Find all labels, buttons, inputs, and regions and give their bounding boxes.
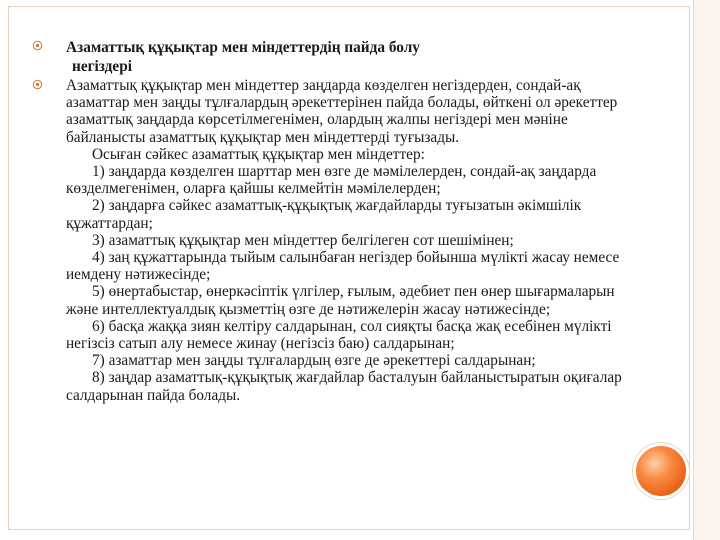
list-item: 7) азаматтар мен заңды тұлғалардың өзге де әрекеттері салдарынан; — [92, 352, 536, 370]
list-item: 5) өнертабыстар, өнеркәсіптік үлгілер, ғылым, әдебиет пен өнер шығармаларын және интеллектуалдық қызметтің өзге де нәтижелерін жасау нәтижесінде; — [66, 283, 615, 318]
slide-body — [66, 77, 628, 404]
list-item: 4) заң құжаттарында тыйым салынбаған негіздер бойынша мүлікті жасау немесе иемдену нәтижесінде; — [66, 249, 620, 284]
right-decor-band — [694, 0, 720, 540]
list-item: 6) басқа жаққа зиян келтіру салдарынан, сол сияқты басқа жақ есебінен мүлікті негізсіз сатып алу немесе жинау (негізсіз баю) салдарынан; — [66, 317, 612, 353]
slide-heading — [66, 38, 628, 76]
bullet-icon — [32, 79, 43, 90]
orange-orb-decoration — [636, 446, 686, 496]
heading-line-1: Азаматтық құқықтар мен міндеттердің пайда болу — [66, 39, 420, 56]
bullet-icon — [32, 40, 43, 51]
list-item: 3) азаматтық құқықтар мен міндеттер белгілеген сот шешімінен; — [92, 231, 514, 249]
heading-line-2: негіздері — [72, 58, 132, 75]
list-item: 1) заңдарда көзделген шарттар мен өзге де мәмілелерден, сондай-ақ заңдарда көзделмегенімен, оларға қайшы келмейтін мәмілелерден; — [66, 163, 597, 198]
intro-paragraph: Азаматтық құқықтар мен міндеттер заңдарда көзделген негіздерден, сондай-ақ азаматтар мен заңды тұлғалардың әрекеттерінен пайда болады, өйткені ол әрекеттер азаматтық заңдарда көрсетілмегенімен, олардың жалпы негіздері мен мәніне байланысты азаматтық құқықтар мен міндеттерді туғызады. — [66, 77, 618, 146]
bullet-heading — [32, 38, 628, 76]
list-item: 2) заңдарға сәйкес азаматтық-құқықтық жағдайларды туғызатын әкімшілік құжаттардан; — [66, 197, 582, 232]
lead-sentence: Осыған сәйкес азаматтық құқықтар мен міндеттер: — [92, 145, 425, 163]
bullet-body — [32, 77, 628, 404]
list-item: 8) заңдар азаматтық-құқықтық жағдайлар басталуын байланыстыратын оқиғалар салдарынан пайда болады. — [66, 369, 622, 404]
slide-content — [32, 38, 628, 404]
